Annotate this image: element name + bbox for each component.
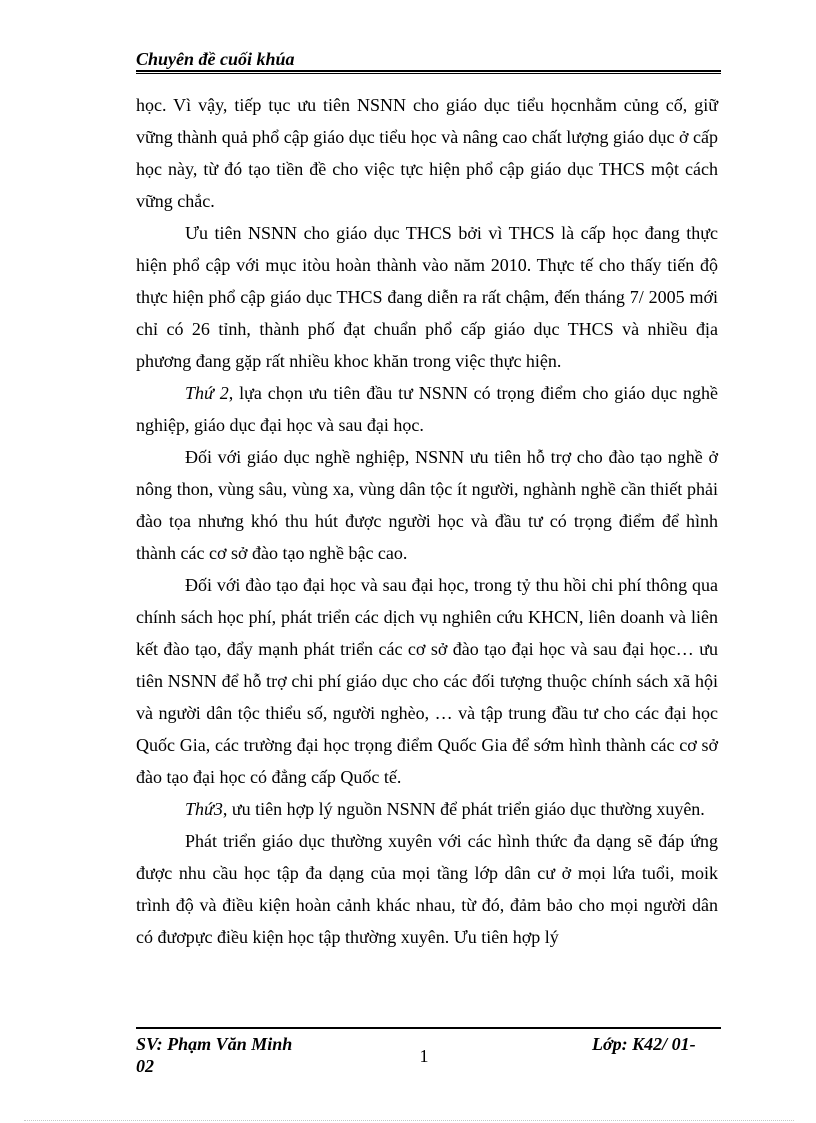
paragraph-3-lead: Thứ 2: [185, 383, 229, 403]
page-header-title: Chuyên đề cuối khúa: [136, 49, 295, 69]
footer-rule: [136, 1027, 721, 1029]
footer-student-cont: 02: [136, 1056, 154, 1076]
page-number: 1: [419, 1046, 429, 1066]
header-rule-thin: [136, 73, 721, 74]
paragraph-7: Phát triển giáo dục thường xuyên với các hình thức đa dạng sẽ đáp ứng được nhu cầu học tập đa dạng của mọi tầng lớp dân cư ở mọi lứa tuổi, moik trình độ và điều kiện hoàn cảnh khác nhau, từ đó, đảm bảo cho mọi người dân có đươpực điều kiện học tập thường xuyên. Ưu tiên hợp lý: [136, 831, 718, 947]
footer-student-name: SV: Phạm Văn Minh: [136, 1034, 293, 1054]
paragraph-1: học. Vì vậy, tiếp tục ưu tiên NSNN cho giáo dục tiểu họcnhằm củng cố, giữ vững thành quả phổ cập giáo dục tiểu học và nâng cao chất lượng giáo dục ở cấp học này, từ đó tạo tiền đề cho việc tực hiện phổ cập giáo dục THCS một cách vững chắc.: [136, 95, 718, 211]
footer-class: Lớp: K42/ 01-: [592, 1034, 696, 1054]
body-text: [136, 89, 718, 953]
paragraph-5: Đối với đào tạo đại học và sau đại học, trong tỷ thu hồi chi phí thông qua chính sách học phí, phát triển các dịch vụ nghiên cứu KHCN, liên doanh và liên kết đào tạo, đẩy mạnh phát triển các cơ sở đào tạo đại học và sau đại học… ưu tiên NSNN để hỗ trợ chi phí giáo dục cho các đối tượng thuộc chính sách xã hội và người dân tộc thiểu số, người nghèo, … và tập trung đầu tư cho các đại học Quốc Gia, các trường đại học trọng điểm Quốc Gia để sớm hình thành các cơ sở đào tạo đại học có đẳng cấp Quốc tế.: [136, 575, 718, 787]
page-edge-divider: [24, 1120, 794, 1121]
footer-student: [136, 1033, 336, 1077]
paragraph-4: Đối với giáo dục nghề nghiệp, NSNN ưu tiên hỗ trợ cho đào tạo nghề ở nông thon, vùng sâu, vùng xa, vùng dân tộc ít người, nghành nghề cần thiết phải đào tọa nhưng khó thu hút được người học và đầu tư có trọng điểm để hình thành các cơ sở đào tạo nghề bậc cao.: [136, 447, 718, 563]
paragraph-2: Ưu tiên NSNN cho giáo dục THCS bởi vì THCS là cấp học đang thực hiện phổ cập với mục itòu hoàn thành vào năm 2010. Thực tế cho thấy tiến độ thực hiện phổ cập giáo dục THCS đang diễn ra rất chậm, đến tháng 7/ 2005 mới chỉ có 26 tỉnh, thành phố đạt chuẩn phổ cấp giáo dục THCS và nhiều địa phương đang gặp rất nhiều khoc khăn trong việc thực hiện.: [136, 223, 718, 371]
paragraph-6: [136, 793, 718, 825]
paragraph-6-lead: Thứ3: [185, 799, 223, 819]
paragraph-6-text: , ưu tiên hợp lý nguồn NSNN để phát triển giáo dục thường xuyên.: [222, 799, 705, 819]
paragraph-3-text: , lựa chọn ưu tiên đầu tư NSNN có trọng điểm cho giáo dục nghề nghiệp, giáo dục đại học và sau đại học.: [136, 383, 719, 435]
paragraph-3: [136, 377, 718, 441]
header-rule: [136, 70, 721, 72]
